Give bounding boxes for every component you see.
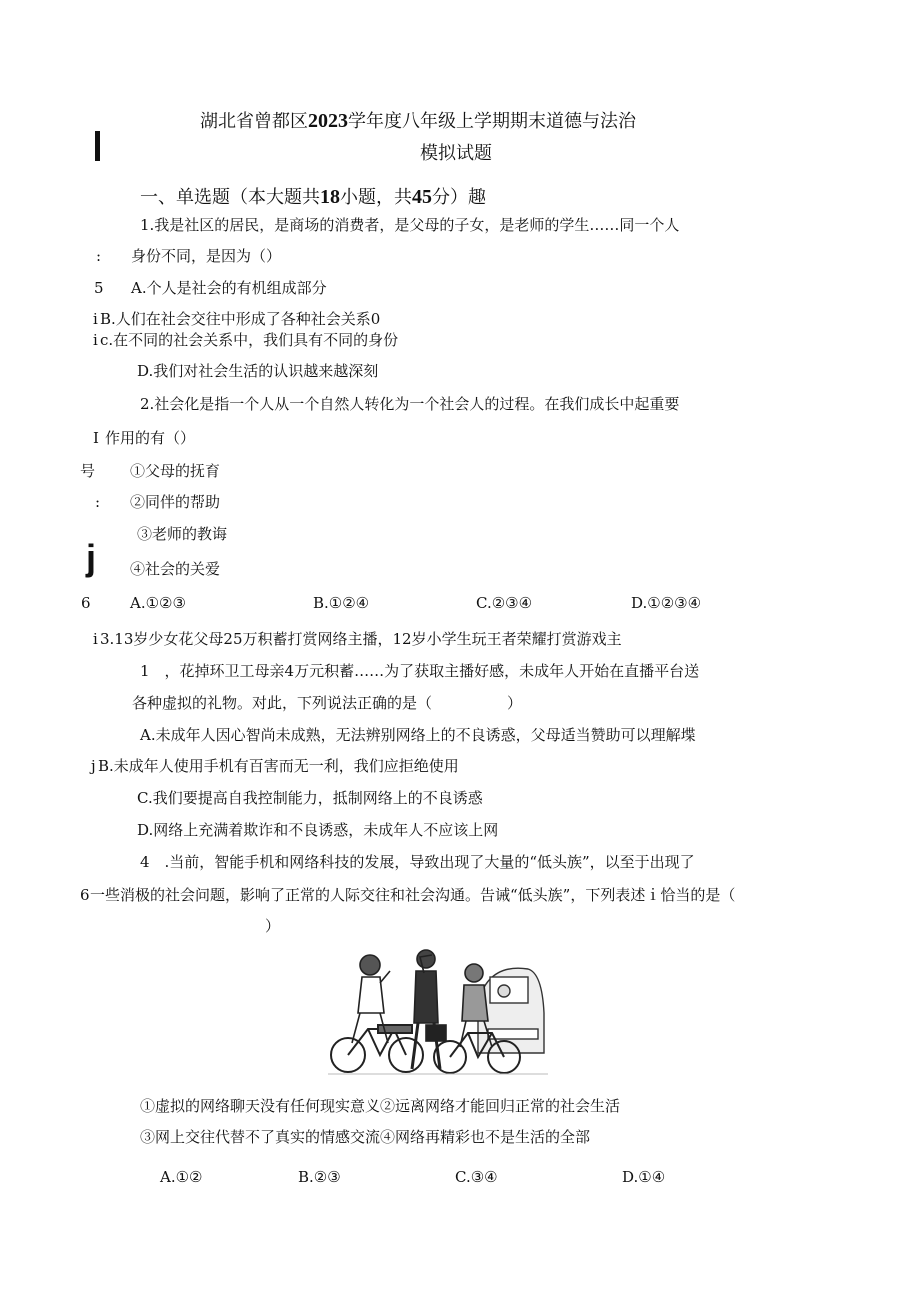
q3-option-d: D.网络上充满着欺诈和不良诱惑，未成年人不应该上网 [137,821,499,839]
q4-stem-line1: 4 .当前，智能手机和网络科技的发展，导致出现了大量的“低头族”，以至于出现了 [140,853,695,871]
margin-mark: i [93,630,98,648]
q1-option-c: c.在不同的社会关系中，我们具有不同的身份 [100,331,399,349]
margin-mark: : [96,247,102,265]
q2-item-3: ③老师的教诲 [137,525,228,543]
q2-item-2: ②同伴的帮助 [130,493,221,511]
low-head-tribe-illustration [328,943,548,1083]
margin-mark: 6 [81,594,91,612]
margin-bar-top [95,131,100,161]
q3-option-a: A.未成年人因心智尚未成熟，无法辨别网络上的不良诱惑，父母适当赞助可以理解堞 [140,726,696,744]
q2-item-4: ④社会的关爱 [130,560,221,578]
q3-stem-line2: 1 ，花掉环卫工母亲4万元积蓄……为了获取主播好感，未成年人开始在直播平台送 [140,662,700,680]
section-heading: 一、单选题（本大题共18小题，共45分）趣 [140,186,486,208]
q4-items-3-4: ③网上交往代替不了真实的情感交流④网络再精彩也不是生活的全部 [140,1128,591,1146]
q2-option-c: C.②③④ [476,594,533,612]
q4-option-d: D.①④ [622,1168,666,1186]
q3-stem-line3: 各种虚拟的礼物。对此，下列说法正确的是（ ） [132,694,523,712]
q3-option-c: C.我们要提高自我控制能力，抵制网络上的不良诱惑 [137,789,483,807]
margin-mark: 5 [94,279,104,297]
margin-mark: j [91,757,96,775]
q1-option-d: D.我们对社会生活的认识越来越深刻 [137,362,379,380]
q4-stem-line2: 一些消极的社会问题，影响了正常的人际交往和社会沟通。告诫“低头族”，下列表述ｉ恰当的是（ [90,886,736,904]
margin-mark: j [86,537,97,578]
margin-mark: i [93,331,98,349]
q3-stem-line1: 3.13岁少女花父母25万积蓄打赏网络主播，12岁小学生玩王者荣耀打赏游戏主 [100,630,622,648]
page-subtitle: 模拟试题 [420,143,492,164]
q2-stem-line2: 作用的有（） [105,429,196,447]
margin-mark: 6 [80,886,90,904]
q2-option-b: B.①②④ [313,594,370,612]
q4-option-b: B.②③ [298,1168,341,1186]
q4-items-1-2: ①虚拟的网络聊天没有任何现实意义②远离网络才能回归正常的社会生活 [140,1097,621,1115]
q4-option-a: A.①② [160,1168,203,1186]
q2-option-a: A.①②③ [130,594,186,612]
q2-item-1: ①父母的抚育 [130,462,221,480]
q3-option-b: B.未成年人使用手机有百害而无一利，我们应拒绝使用 [98,757,459,775]
margin-mark: I [93,429,99,447]
margin-mark: 号 [80,462,96,480]
q1-stem-line2: 身份不同，是因为（） [131,247,282,265]
q4-stem-line3: ） [265,917,281,935]
q1-option-b: B.人们在社会交往中形成了各种社会关系0 [100,310,381,328]
margin-mark: i [93,310,98,328]
q1-stem-line1: 1.我是社区的居民，是商场的消费者，是父母的子女，是老师的学生……同一个人 [140,216,680,234]
q4-option-c: C.③④ [455,1168,498,1186]
margin-mark: : [95,493,101,511]
page-title: 湖北省曾都区2023学年度八年级上学期期末道德与法治 [200,110,636,132]
q1-option-a: A.个人是社会的有机组成部分 [131,279,327,297]
q2-stem-line1: 2.社会化是指一个人从一个自然人转化为一个社会人的过程。在我们成长中起重要 [140,395,680,413]
q2-option-d: D.①②③④ [631,594,702,612]
